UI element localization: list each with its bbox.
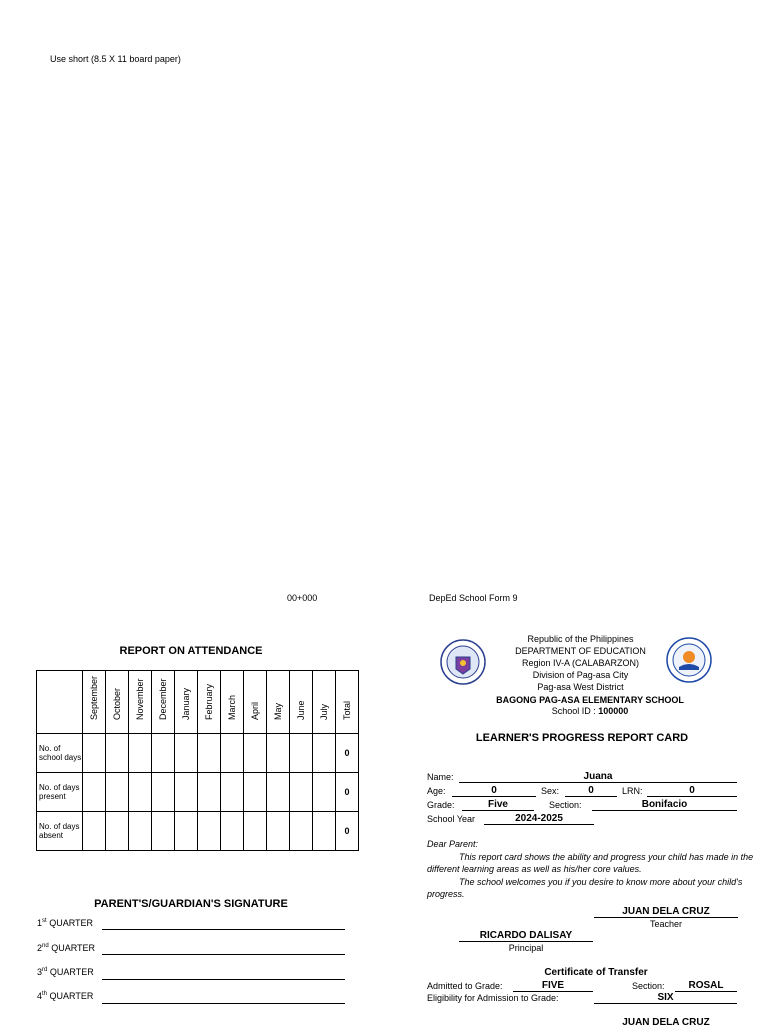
attendance-cell[interactable] bbox=[175, 773, 198, 812]
table-row bbox=[37, 773, 359, 812]
quarter-1-signature-line[interactable] bbox=[102, 929, 345, 930]
attendance-title: REPORT ON ATTENDANCE bbox=[119, 645, 263, 657]
attendance-cell[interactable] bbox=[313, 734, 336, 773]
school-id: School ID : 100000 bbox=[551, 706, 629, 716]
row-total: 0 bbox=[336, 773, 359, 812]
grade-label: Grade: bbox=[427, 800, 455, 810]
month-header: June bbox=[290, 671, 313, 734]
attendance-cell[interactable] bbox=[106, 773, 129, 812]
attendance-cell[interactable] bbox=[83, 773, 106, 812]
school-name: BAGONG PAG-ASA ELEMENTARY SCHOOL bbox=[496, 695, 684, 705]
admitted-value[interactable]: FIVE bbox=[513, 980, 593, 992]
attendance-cell[interactable] bbox=[290, 812, 313, 851]
month-header: February bbox=[198, 671, 221, 734]
letter-paragraph: The school welcomes you if you desire to know more about your child's progress. bbox=[427, 876, 743, 899]
signature-title: PARENT'S/GUARDIAN'S SIGNATURE bbox=[94, 898, 288, 910]
section-value[interactable]: Bonifacio bbox=[592, 799, 737, 811]
transfer-section-value[interactable]: ROSAL bbox=[675, 980, 737, 992]
attendance-cell[interactable] bbox=[175, 734, 198, 773]
section-label: Section: bbox=[549, 800, 582, 810]
month-header: May bbox=[267, 671, 290, 734]
attendance-table bbox=[36, 670, 359, 851]
attendance-cell[interactable] bbox=[221, 773, 244, 812]
month-header: September bbox=[83, 671, 106, 734]
attendance-cell[interactable] bbox=[267, 773, 290, 812]
attendance-cell[interactable] bbox=[129, 734, 152, 773]
admitted-label: Admitted to Grade: bbox=[427, 981, 503, 991]
attendance-cell[interactable] bbox=[129, 812, 152, 851]
attendance-cell[interactable] bbox=[83, 812, 106, 851]
quarter-2-label: 2nd QUARTER bbox=[37, 943, 96, 953]
letter-paragraph: This report card shows the ability and progress your child has made in the different learning areas as well as his/her core values. bbox=[427, 851, 754, 874]
row-total: 0 bbox=[336, 812, 359, 851]
quarter-2-signature-line[interactable] bbox=[102, 954, 345, 955]
quarter-4-label: 4th QUARTER bbox=[37, 991, 94, 1001]
name-label: Name: bbox=[427, 772, 454, 782]
report-card-title: LEARNER'S PROGRESS REPORT CARD bbox=[475, 732, 689, 744]
row-label: No. of days absent bbox=[37, 812, 83, 851]
attendance-cell[interactable] bbox=[152, 734, 175, 773]
lrn-value[interactable]: 0 bbox=[647, 785, 737, 797]
attendance-cell[interactable] bbox=[198, 773, 221, 812]
teacher-role: Teacher bbox=[649, 919, 683, 929]
attendance-cell[interactable] bbox=[244, 773, 267, 812]
attendance-cell[interactable] bbox=[290, 773, 313, 812]
transfer-section-label: Section: bbox=[632, 981, 665, 991]
parent-letter bbox=[427, 838, 757, 901]
age-value[interactable]: 0 bbox=[452, 785, 536, 797]
principal-name: RICARDO DALISAY bbox=[459, 930, 593, 942]
transfer-title: Certificate of Transfer bbox=[544, 967, 648, 978]
month-header: April bbox=[244, 671, 267, 734]
attendance-cell[interactable] bbox=[221, 734, 244, 773]
month-header: November bbox=[129, 671, 152, 734]
quarter-4-signature-line[interactable] bbox=[102, 1003, 345, 1004]
attendance-cell[interactable] bbox=[244, 812, 267, 851]
month-header: March bbox=[221, 671, 244, 734]
grade-value[interactable]: Five bbox=[462, 799, 534, 811]
school-year-label: School Year bbox=[427, 814, 476, 824]
form-name: DepEd School Form 9 bbox=[429, 593, 518, 603]
school-year-value[interactable]: 2024-2025 bbox=[484, 813, 594, 825]
quarter-3-label: 3rd QUARTER bbox=[37, 967, 94, 977]
attendance-cell[interactable] bbox=[290, 734, 313, 773]
attendance-cell[interactable] bbox=[198, 812, 221, 851]
attendance-cell[interactable] bbox=[83, 734, 106, 773]
attendance-cell[interactable] bbox=[244, 734, 267, 773]
month-header: January bbox=[175, 671, 198, 734]
table-row bbox=[37, 734, 359, 773]
sex-value[interactable]: 0 bbox=[565, 785, 617, 797]
total-header: Total bbox=[336, 671, 359, 734]
month-header: December bbox=[152, 671, 175, 734]
name-value[interactable]: Juana bbox=[459, 771, 737, 783]
attendance-cell[interactable] bbox=[106, 734, 129, 773]
table-row bbox=[37, 812, 359, 851]
attendance-corner bbox=[37, 671, 83, 734]
attendance-cell[interactable] bbox=[106, 812, 129, 851]
attendance-cell[interactable] bbox=[313, 812, 336, 851]
quarter-1-label: 1st QUARTER bbox=[37, 918, 94, 928]
attendance-header-row bbox=[37, 671, 359, 734]
eligibility-label: Eligibility for Admission to Grade: bbox=[427, 993, 559, 1003]
quarter-3-signature-line[interactable] bbox=[102, 979, 345, 980]
lrn-label: LRN: bbox=[622, 786, 643, 796]
attendance-cell[interactable] bbox=[198, 734, 221, 773]
sex-label: Sex: bbox=[541, 786, 560, 796]
header-lines: Republic of the Philippines DEPARTMENT OF EDUCATION Region IV-A (CALABARZON) Division of Pag-asa City Pag-asa West District bbox=[515, 634, 646, 692]
attendance-cell[interactable] bbox=[313, 773, 336, 812]
attendance-cell[interactable] bbox=[175, 812, 198, 851]
month-header: October bbox=[106, 671, 129, 734]
row-label: No. of school days bbox=[37, 734, 83, 773]
age-label: Age: bbox=[427, 786, 446, 796]
attendance-cell[interactable] bbox=[129, 773, 152, 812]
teacher-name: JUAN DELA CRUZ bbox=[594, 906, 738, 918]
eligibility-value[interactable]: SIX bbox=[594, 992, 737, 1004]
letter-salutation: Dear Parent: bbox=[427, 839, 479, 849]
attendance-cell[interactable] bbox=[267, 734, 290, 773]
attendance-cell[interactable] bbox=[152, 773, 175, 812]
month-header: July bbox=[313, 671, 336, 734]
row-label: No. of days present bbox=[37, 773, 83, 812]
principal-role: Principal bbox=[508, 943, 544, 953]
transfer-signer-name: JUAN DELA CRUZ bbox=[622, 1017, 710, 1028]
attendance-cell[interactable] bbox=[221, 812, 244, 851]
paper-note: Use short (8.5 X 11 board paper) bbox=[50, 54, 181, 64]
attendance-cell[interactable] bbox=[152, 812, 175, 851]
row-total: 0 bbox=[336, 734, 359, 773]
attendance-cell[interactable] bbox=[267, 812, 290, 851]
page-number: 00+000 bbox=[287, 593, 318, 603]
